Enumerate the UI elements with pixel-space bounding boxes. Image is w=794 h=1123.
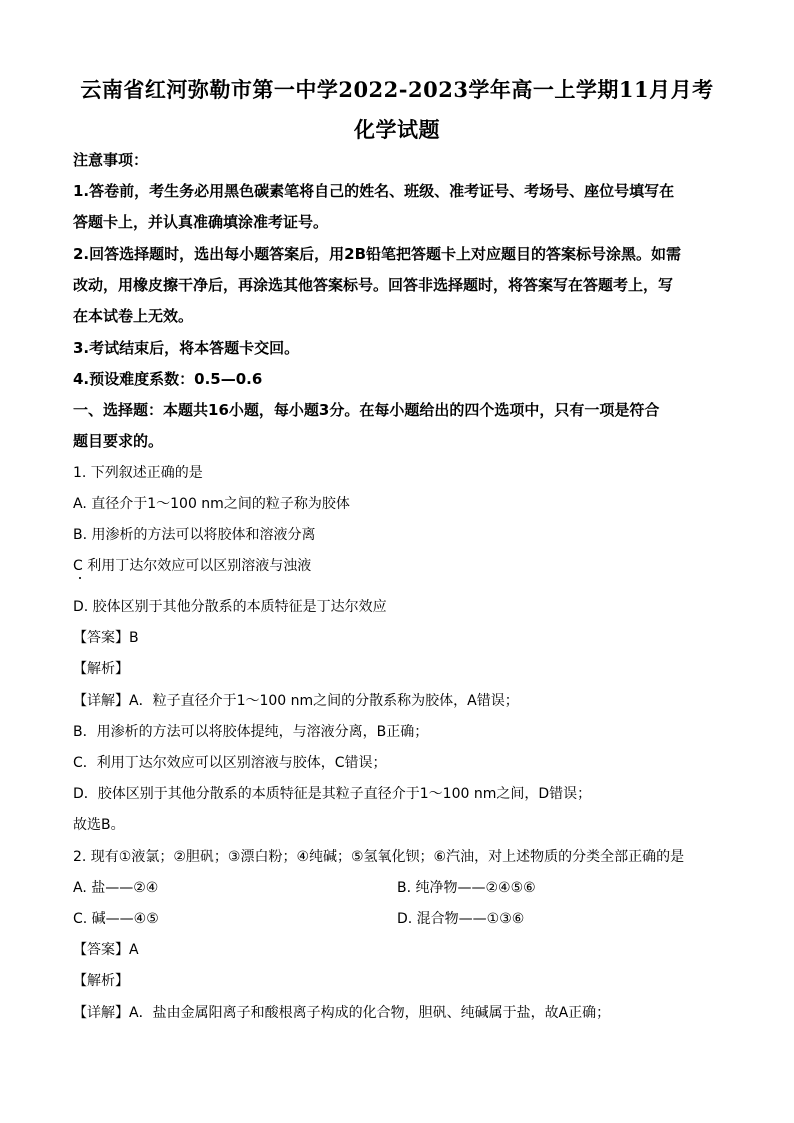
note-4: 4.预设难度系数：0.5—0.6 <box>73 370 263 388</box>
q2-option-d: D. 混合物——①③⑥ <box>397 911 525 927</box>
page-subtitle: 化学试题 <box>354 117 440 142</box>
q1-conclusion: 故选B。 <box>73 817 125 833</box>
q2-stem: 2. 现有①液氯；②胆矾；③漂白粉；④纯碱；⑤氢氧化钡；⑥汽油，对上述物质的分类全部正确的是 <box>73 849 685 865</box>
q2-option-a: A. 盐——②④ <box>73 880 159 896</box>
q1-option-b: B. 用渗析的方法可以将胶体和溶液分离 <box>73 527 316 543</box>
q1-detail-3: C．利用丁达尔效应可以区别溶液与胶体，C错误； <box>73 755 387 771</box>
q2-answer: 【答案】A <box>73 942 139 958</box>
note-3: 3.考试结束后，将本答题卡交回。 <box>73 339 300 357</box>
page-title: 云南省红河弥勒市第一中学2022-2023学年高一上学期11月月考 <box>80 77 714 102</box>
note-1-line-2: 答题卡上，并认真准确填涂准考证号。 <box>73 213 329 231</box>
note-2-line-3: 在本试卷上无效。 <box>73 307 194 325</box>
note-1-line-1: 1.答卷前，考生务必用黑色碳素笔将自己的姓名、班级、准考证号、考场号、座位号填写在 <box>73 182 675 200</box>
q1-stem: 1. 下列叙述正确的是 <box>73 465 203 481</box>
section-heading-line-2: 题目要求的。 <box>73 432 164 450</box>
notes-heading: 注意事项： <box>73 151 149 169</box>
q1-option-c: C 利用丁达尔效应可以区别溶液与浊液 <box>73 558 312 574</box>
q1-detail-2: B．用渗析的方法可以将胶体提纯，与溶液分离，B正确； <box>73 724 429 740</box>
section-heading-line-1: 一、选择题：本题共16小题，每小题3分。在每小题给出的四个选项中，只有一项是符合 <box>73 401 660 419</box>
q2-option-b: B. 纯净物——②④⑤⑥ <box>397 880 536 896</box>
q2-analysis-label: 【解析】 <box>73 973 129 989</box>
q1-detail-1: 【详解】A．粒子直径介于1～100 nm之间的分散系称为胶体，A错误； <box>73 693 519 709</box>
q1-analysis-label: 【解析】 <box>73 661 129 677</box>
q2-option-c: C. 碱——④⑤ <box>73 911 159 927</box>
q1-answer: 【答案】B <box>73 630 139 646</box>
q1-option-d: D. 胶体区别于其他分散系的本质特征是丁达尔效应 <box>73 599 387 615</box>
q1-detail-4: D．胶体区别于其他分散系的本质特征是其粒子直径介于1～100 nm之间，D错误； <box>73 786 592 802</box>
q1-option-a: A. 直径介于1～100 nm之间的粒子称为胶体 <box>73 496 350 512</box>
note-2-line-1: 2.回答选择题时，选出每小题答案后，用2B铅笔把答题卡上对应题目的答案标号涂黑。如需 <box>73 245 682 263</box>
stray-dot-mark <box>79 577 81 579</box>
q2-detail-1: 【详解】A．盐由金属阳离子和酸根离子构成的化合物，胆矾、纯碱属于盐，故A正确； <box>73 1005 611 1021</box>
note-2-line-2: 改动，用橡皮擦干净后，再涂选其他答案标号。回答非选择题时，将答案写在答题考上，写 <box>73 276 674 294</box>
